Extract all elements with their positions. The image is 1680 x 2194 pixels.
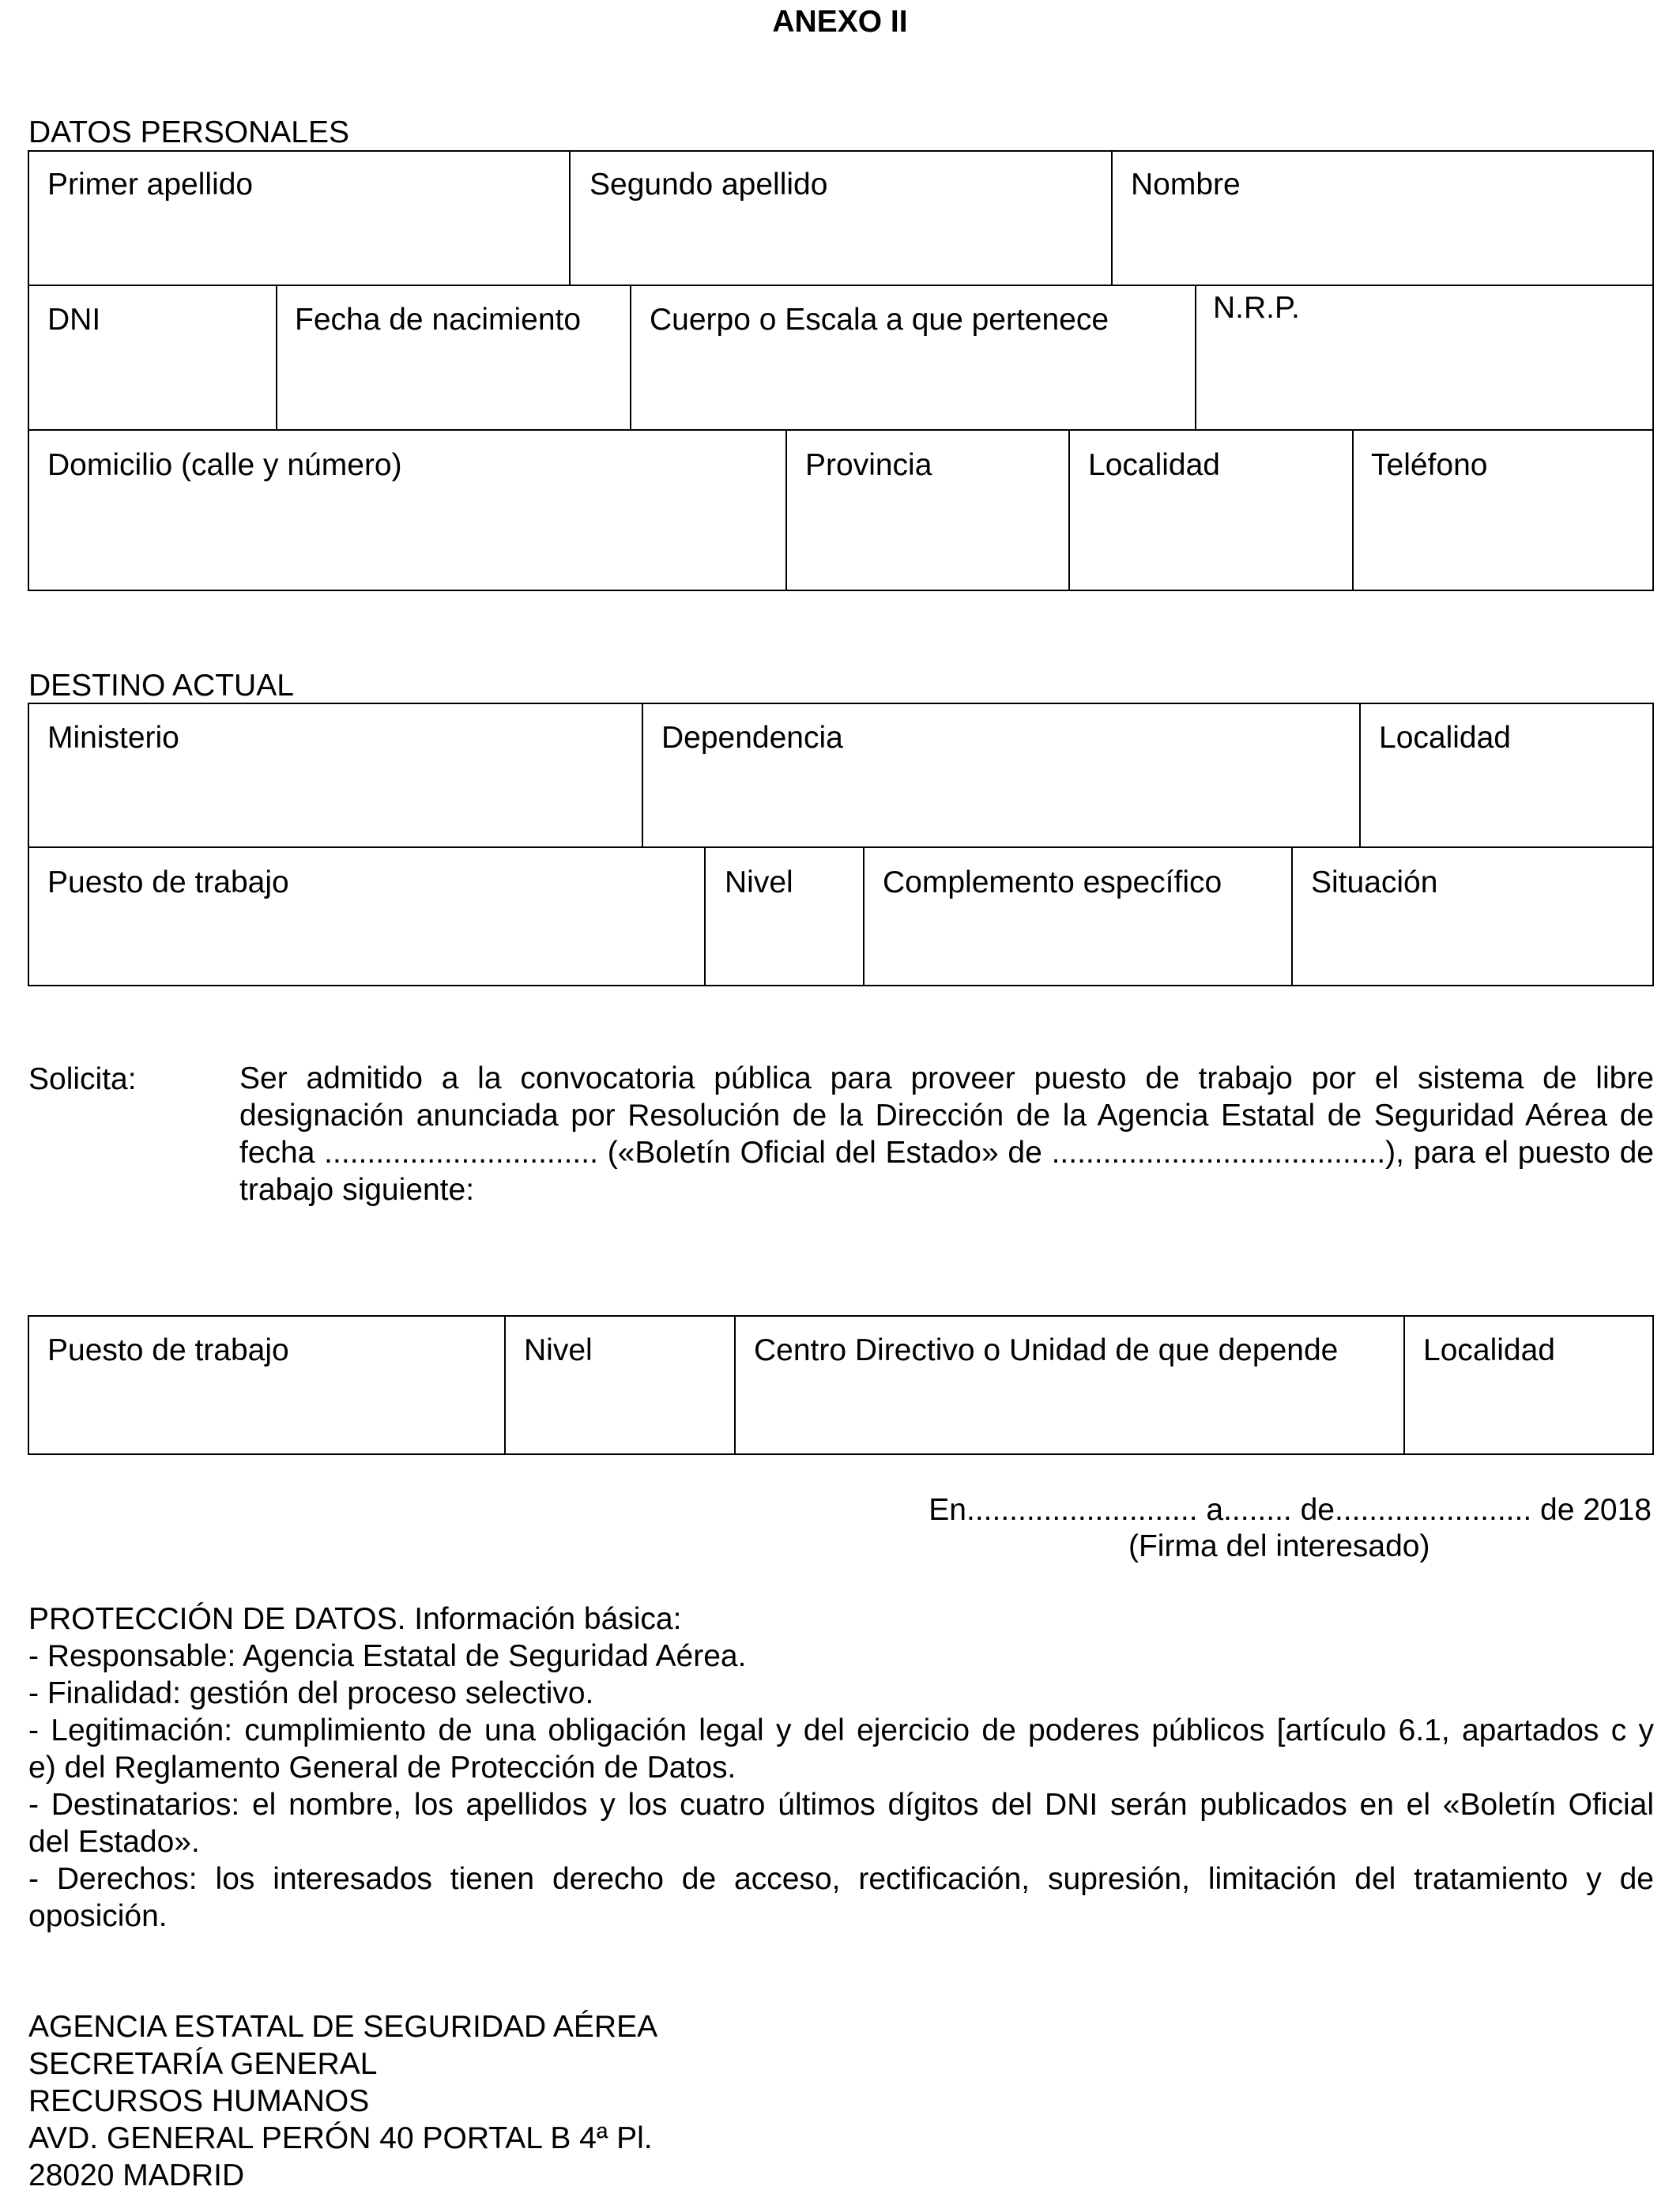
address-line: AGENCIA ESTATAL DE SEGURIDAD AÉREA: [28, 2010, 658, 2044]
field-segundo-apellido[interactable]: Segundo apellido: [590, 168, 828, 202]
solicita-line: fecha ................................ («Boletín Oficial del Estado» de .......................................), para el puesto de: [239, 1136, 1654, 1170]
data-protection-line: - Destinatarios: el nombre, los apellidos y los cuatro últimos dígitos del DNI serán publicados en el «Boletín Oficial: [28, 1788, 1654, 1822]
data-protection-line: del Estado».: [28, 1825, 200, 1859]
field-provincia[interactable]: Provincia: [805, 448, 932, 482]
field-centro-directivo[interactable]: Centro Directivo o Unidad de que depende: [754, 1333, 1339, 1367]
data-protection-line: - Finalidad: gestión del proceso selectivo.: [28, 1676, 594, 1710]
solicita-paragraph: [239, 1060, 1654, 1208]
solicita-line: Ser admitido a la convocatoria pública para proveer puesto de trabajo por el sistema de libre: [239, 1061, 1654, 1095]
solicita-line: designación anunciada por Resolución de la Dirección de la Agencia Estatal de Seguridad Aérea de: [239, 1099, 1654, 1133]
field-destino-localidad[interactable]: Localidad: [1379, 721, 1511, 755]
field-nivel[interactable]: Nivel: [725, 865, 793, 899]
field-localidad[interactable]: Localidad: [1088, 448, 1220, 482]
signature-label: (Firma del interesado): [1128, 1529, 1430, 1563]
address-line: 28020 MADRID: [28, 2158, 245, 2192]
page-title: ANEXO II: [772, 5, 908, 39]
field-telefono[interactable]: Teléfono: [1371, 448, 1488, 482]
field-nivel-solicitado[interactable]: Nivel: [524, 1333, 593, 1367]
address-line: SECRETARÍA GENERAL: [28, 2047, 378, 2081]
field-fecha-nacimiento[interactable]: Fecha de nacimiento: [295, 303, 582, 337]
solicita-line: trabajo siguiente:: [239, 1173, 475, 1207]
data-protection-line: e) del Reglamento General de Protección de Datos.: [28, 1751, 736, 1785]
field-dependencia[interactable]: Dependencia: [661, 721, 843, 755]
field-dni[interactable]: DNI: [47, 303, 101, 337]
field-localidad-solicitada[interactable]: Localidad: [1423, 1333, 1555, 1367]
field-nombre[interactable]: Nombre: [1131, 168, 1241, 202]
data-protection-line: PROTECCIÓN DE DATOS. Información básica:: [28, 1602, 682, 1636]
field-complemento-especifico[interactable]: Complemento específico: [883, 865, 1222, 899]
solicita-label: Solicita:: [28, 1062, 137, 1096]
address-block: [28, 2008, 977, 2194]
field-domicilio[interactable]: Domicilio (calle y número): [47, 448, 402, 482]
field-puesto-solicitado[interactable]: Puesto de trabajo: [47, 1333, 289, 1367]
field-nrp[interactable]: N.R.P.: [1213, 291, 1300, 325]
address-line: RECURSOS HUMANOS: [28, 2084, 370, 2118]
address-line: AVD. GENERAL PERÓN 40 PORTAL B 4ª Pl.: [28, 2121, 653, 2155]
data-protection-line: oposición.: [28, 1899, 168, 1933]
data-protection-line: - Legitimación: cumplimiento de una obligación legal y del ejercicio de poderes públicos [artículo 6.1, apartados c y: [28, 1713, 1654, 1747]
field-puesto-trabajo[interactable]: Puesto de trabajo: [47, 865, 289, 899]
data-protection-line: - Derechos: los interesados tienen derecho de acceso, rectificación, supresión, limitación del tratamiento y de: [28, 1862, 1654, 1896]
field-cuerpo-escala[interactable]: Cuerpo o Escala a que pertenece: [650, 303, 1109, 337]
date-place-line: En........................... a........ de....................... de 2018: [929, 1493, 1652, 1527]
field-situacion[interactable]: Situación: [1311, 865, 1438, 899]
section-heading-destino-actual: DESTINO ACTUAL: [28, 669, 294, 703]
field-primer-apellido[interactable]: Primer apellido: [47, 168, 254, 202]
section-heading-datos-personales: DATOS PERSONALES: [28, 115, 350, 149]
field-ministerio[interactable]: Ministerio: [47, 721, 179, 755]
data-protection-block: [28, 1600, 1654, 1935]
data-protection-line: - Responsable: Agencia Estatal de Seguridad Aérea.: [28, 1639, 747, 1673]
